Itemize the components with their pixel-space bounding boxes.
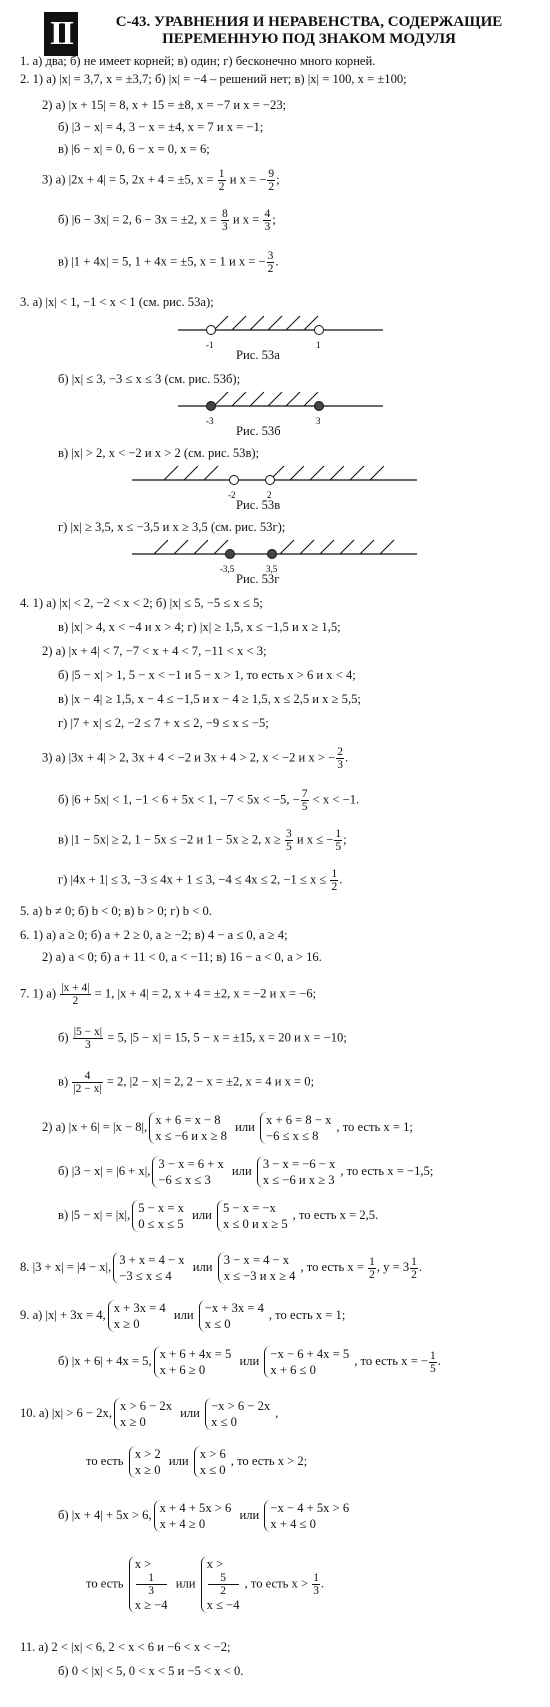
answer-line: г) |7 + x| ≤ 2, −2 ≤ 7 + x ≤ 2, −9 ≤ x ≤ −5;: [58, 716, 269, 730]
text: , то есть x = −: [354, 1353, 428, 1368]
answer-line: [20, 1300, 345, 1332]
answer-line: 8. |3 + x| = |4 − x|, 3 + x = 4 − x −3 ≤ x ≤ 4 или 3 − x = 4 − x x ≤ −3 и x ≥ 4 , то есть x = $\frac{1}{2}$ , y = 3 $\frac{1}{2}$ .: [20, 1253, 423, 1283]
fraction: [221, 208, 229, 233]
denominator: 5: [335, 841, 342, 853]
text: и x ≤ −: [293, 832, 334, 847]
text: и x = −: [226, 172, 267, 187]
text: б) |x + 6| + 4x = 5,: [58, 1353, 152, 1368]
number-line-53d: [132, 536, 422, 576]
tick-label: -3: [206, 416, 214, 426]
fraction: [60, 982, 90, 1007]
numerator: 3: [267, 250, 274, 262]
eq-text: x >: [206, 1557, 224, 1571]
title-code: С-43.: [115, 14, 151, 30]
fraction: [73, 1026, 103, 1051]
text: 3) а) |3x + 4| > 2, 3x + 4 < −2 и 3x + 4 > 2, x < −2 и x > −: [42, 750, 336, 765]
system: [114, 1398, 175, 1430]
eq: −x > 6 − 2x: [211, 1399, 271, 1413]
eq: [207, 1556, 240, 1597]
or-word: или: [175, 1576, 196, 1591]
denominator: 3: [337, 759, 343, 771]
answer-line: 5. а) b ≠ 0; б) b < 0; в) b > 0; г) b < 0.: [20, 904, 212, 918]
numerator: 1: [313, 1572, 319, 1584]
text: 2) а) |x + 6| = |x − 8|,: [42, 1119, 148, 1134]
eq: x + 4 ≤ 0: [270, 1517, 316, 1531]
numerator: 8: [221, 208, 228, 220]
text: в) |1 + 4x| = 5, 1 + 4x = ±5, x = 1 и x = −: [58, 254, 266, 269]
fraction: [267, 168, 275, 193]
answer-line: [58, 1500, 354, 1532]
answer-line: [58, 1156, 433, 1188]
eq: x ≤ 0: [199, 1463, 226, 1477]
fraction: [136, 1572, 167, 1597]
answer-line: 11. а) 2 < |x| < 6, 2 < x < 6 и −6 < x < −2;: [20, 1640, 231, 1654]
system: [264, 1346, 352, 1378]
eq: x + 4 + 5x > 6: [159, 1501, 232, 1515]
tick-label: 1: [316, 340, 321, 350]
eq: x ≤ 0 и x ≥ 5: [223, 1217, 288, 1231]
eq: x > 6: [199, 1447, 226, 1461]
system: [108, 1300, 169, 1332]
answer-line: [58, 1200, 378, 1232]
answer-line: в) |6 − x| = 0, 6 − x = 0, x = 6;: [58, 142, 210, 156]
eq: x ≥ 0: [120, 1415, 146, 1429]
answer-line: б) |5 − x| > 1, 5 − x < −1 и 5 − x > 1, то есть x > 6 и x < 4;: [58, 668, 356, 682]
eq: x + 6 = 8 − x: [266, 1113, 332, 1127]
denominator: 5: [429, 1362, 436, 1375]
numerator: |x + 4|: [61, 982, 90, 994]
system: [217, 1200, 291, 1232]
eq: x ≥ 0: [113, 1317, 140, 1331]
eq: −6 ≤ x ≤ 3: [158, 1173, 211, 1187]
answer-line: [58, 788, 359, 813]
eq: x ≤ 0: [211, 1415, 237, 1429]
system: [194, 1446, 229, 1478]
system: [132, 1200, 187, 1232]
text: г) |4x + 1| ≤ 3, −3 ≤ 4x + 1 ≤ 3, −4 ≤ 4x ≤ 2, −1 ≤ x ≤: [58, 872, 330, 887]
denominator: 3: [264, 221, 271, 233]
eq: −3 ≤ x ≤ 4: [119, 1269, 172, 1283]
fraction: [334, 828, 342, 853]
eq: −x − 6 + 4x = 5: [270, 1347, 350, 1361]
denominator: 3: [148, 1585, 155, 1597]
text: б) |6 − 3x| = 2, 6 − 3x = ±2, x =: [58, 212, 220, 227]
eq: x > 6 − 2x: [120, 1399, 172, 1413]
figure-caption: Рис. 53в: [236, 498, 281, 512]
or-word: или: [239, 1507, 260, 1522]
answer-line: б) |x + 6| + 4x = 5, x + 6 + 4x = 5 x + 6 ≥ 0 или −x − 6 + 4x = 5 x + 6 ≤ 0 , то есть x = − $\frac{1}{5}$ .: [58, 1347, 441, 1377]
tick-label: -3,5: [220, 564, 235, 574]
answer-line: г) |4x + 1| ≤ 3, −3 ≤ 4x + 1 ≤ 3, −4 ≤ 4x ≤ 2, −1 ≤ x ≤ $\frac{1}{2}$ .: [58, 868, 343, 893]
number-line-53a: [178, 312, 388, 352]
fraction: [72, 1070, 102, 1095]
system: [205, 1398, 273, 1430]
answer-line: в) |x| > 4, x < −4 и x > 4; г) |x| ≥ 1,5, x ≤ −1,5 и x ≥ 1,5;: [58, 620, 341, 634]
fraction: [368, 1256, 376, 1281]
answer-line: в) |1 − 5x| ≥ 2, 1 − 5x ≤ −2 и 1 − 5x ≥ 2, x ≥ $\frac{3}{5}$ и x ≤ − $\frac{1}{5}$ ;: [58, 828, 347, 853]
numerator: 1: [331, 868, 338, 880]
text: в): [58, 1074, 72, 1089]
answer-line: [58, 1070, 314, 1095]
eq: x + 6 = x − 8: [155, 1113, 221, 1127]
text: и x =: [229, 212, 263, 227]
answer-line: [20, 982, 316, 1007]
text: < x < −1.: [309, 792, 360, 807]
answer-line: б) |3 − x| = 4, 3 − x = ±4, x = 7 и x = −1;: [58, 120, 264, 134]
answer-line: [86, 1446, 307, 1478]
system: [152, 1156, 226, 1188]
denominator: 2: [218, 181, 225, 193]
system: [154, 1346, 235, 1378]
or-word: или: [168, 1453, 189, 1468]
fraction: [301, 788, 309, 813]
answer-line: то есть x > 1 3 x ≥ −4 или x > 5 2 x ≤ −4 , то есть x > $\frac{1}{3}$ .: [86, 1557, 325, 1612]
denominator: |2 − x|: [73, 1083, 102, 1095]
eq: x > 2: [134, 1447, 161, 1461]
text: , y = 3: [376, 1259, 410, 1274]
eq: x ≤ 0: [204, 1317, 231, 1331]
figure-caption: Рис. 53а: [236, 348, 280, 362]
text: 9. а) |x| + 3x = 4,: [20, 1307, 106, 1322]
answer-line: в) |x − 4| ≥ 1,5, x − 4 ≤ −1,5 и x − 4 ≥ 1,5, x ≤ 2,5 и x ≥ 5,5;: [58, 692, 361, 706]
eq: 3 − x = 6 + x: [158, 1157, 224, 1171]
system: [257, 1156, 339, 1188]
eq: x + 3x = 4: [113, 1301, 166, 1315]
numerator: 1: [369, 1255, 375, 1268]
fraction: [330, 868, 338, 893]
system: [154, 1500, 235, 1532]
numerator: 3: [285, 828, 292, 840]
or-word: или: [235, 1119, 255, 1134]
fraction: [312, 1572, 320, 1597]
eq: −x + 3x = 4: [204, 1301, 264, 1315]
text: , то есть x = 1;: [268, 1307, 346, 1322]
eq: [135, 1556, 168, 1597]
system: [149, 1112, 230, 1144]
eq: x + 4 ≥ 0: [159, 1517, 206, 1531]
text: б) |3 − x| = |6 + x|,: [58, 1163, 151, 1178]
eq: 3 − x = 4 − x: [223, 1253, 290, 1267]
section-badge: II: [44, 12, 78, 56]
eq: x ≤ −6 и x ≥ 3: [262, 1173, 335, 1187]
numerator: 1: [429, 1349, 436, 1362]
fraction: [429, 1350, 437, 1375]
text: б): [58, 1030, 72, 1045]
text: , то есть x > 2;: [230, 1453, 308, 1468]
text: в) |1 − 5x| ≥ 2, 1 − 5x ≤ −2 и 1 − 5x ≥ 2, x ≥: [58, 832, 284, 847]
eq: x ≤ −3 и x ≥ 4: [223, 1269, 296, 1283]
eq: 5 − x = x: [138, 1201, 184, 1215]
numerator: 1: [218, 168, 225, 180]
title-line-1: УРАВНЕНИЯ И НЕРАВЕНСТВА, СОДЕРЖАЩИЕ: [154, 14, 503, 30]
numerator: 4: [72, 1070, 102, 1083]
eq: 0 ≤ x ≤ 5: [138, 1217, 184, 1231]
answer-line: в) |x| > 2, x < −2 и x > 2 (см. рис. 53в);: [58, 446, 260, 460]
text: 3) а) |2x + 4| = 5, 2x + 4 = ±5, x =: [42, 172, 217, 187]
denominator: 2: [220, 1585, 226, 1597]
tick-label: 3: [316, 416, 321, 426]
system: [264, 1500, 352, 1532]
text: = 1, |x + 4| = 2, x + 4 = ±2, x = −2 и x = −6;: [91, 986, 317, 1001]
figure-caption: Рис. 53г: [236, 572, 280, 586]
fraction: [263, 208, 271, 233]
numerator: 9: [268, 168, 275, 180]
title-line-2: ПЕРЕМЕННУЮ ПОД ЗНАКОМ МОДУЛЯ: [162, 31, 456, 47]
or-word: или: [239, 1353, 260, 1368]
numerator: |5 − x|: [73, 1026, 103, 1038]
eq: −x − 4 + 5x > 6: [270, 1501, 350, 1515]
text: 10. а) |x| > 6 − 2x,: [20, 1405, 112, 1420]
eq: 3 + x = 4 − x: [119, 1253, 185, 1267]
eq: x ≤ −4: [206, 1598, 240, 1612]
tick-label: -2: [228, 490, 236, 500]
text: в) |5 − x| = |x|,: [58, 1207, 131, 1222]
text: , то есть x = 2,5.: [292, 1207, 379, 1222]
answer-line: 4. 1) а) |x| < 2, −2 < x < 2; б) |x| ≤ 5, −5 ≤ x ≤ 5;: [20, 596, 263, 610]
numerator: 1: [411, 1255, 417, 1268]
text: то есть: [86, 1453, 124, 1468]
numerator: 7: [301, 788, 308, 800]
answer-line: [42, 1112, 413, 1144]
answer-line: 6. 1) а) a ≥ 0; б) a + 2 ≥ 0, a ≥ −2; в) 4 − a ≤ 0, a ≥ 4;: [20, 928, 288, 942]
fraction: [285, 828, 293, 853]
answer-line: 2. 1) а) |x| = 3,7, x = ±3,7; б) |x| = −4 – решений нет; в) |x| = 100, x = ±100;: [20, 72, 407, 86]
system: [260, 1112, 334, 1144]
denominator: 2: [331, 881, 338, 893]
denominator: 2: [369, 1268, 375, 1281]
text: то есть: [86, 1576, 124, 1591]
or-word: или: [192, 1259, 213, 1274]
fraction: [410, 1256, 418, 1281]
eq: x + 6 ≤ 0: [270, 1363, 316, 1377]
system: [218, 1252, 299, 1284]
answer-line: [58, 1026, 347, 1051]
eq: x ≤ −6 и x ≥ 8: [155, 1129, 227, 1143]
figure-caption: Рис. 53б: [236, 424, 281, 438]
numerator: 1: [136, 1572, 167, 1585]
answer-line: 2) а) a < 0; б) a + 11 < 0, a < −11; в) 16 − a < 0, a > 16.: [42, 950, 322, 964]
denominator: 5: [285, 841, 292, 853]
text: = 5, |5 − x| = 15, 5 − x = ±15, x = 20 и x = −10;: [104, 1030, 347, 1045]
answer-line: 2) а) |x + 4| < 7, −7 < x + 4 < 7, −11 < x < 3;: [42, 644, 267, 658]
answer-line: б) |6 − 3x| = 2, 6 − 3x = ±2, x = $\frac{8}{3}$ и x = $\frac{4}{3}$ ;: [58, 208, 276, 233]
answer-line: 3. а) |x| < 1, −1 < x < 1 (см. рис. 53а);: [20, 295, 214, 309]
answer-line: б) |x| ≤ 3, −3 ≤ x ≤ 3 (см. рис. 53б);: [58, 372, 241, 386]
text: , то есть x =: [300, 1259, 368, 1274]
eq: x ≥ −4: [134, 1598, 168, 1612]
system: [129, 1446, 164, 1478]
text: 7. 1) а): [20, 986, 60, 1001]
fraction: [218, 168, 226, 193]
text: , то есть x = 1;: [336, 1119, 413, 1134]
denominator: 2: [268, 181, 275, 193]
fraction: [336, 746, 344, 771]
fraction: [208, 1572, 239, 1597]
numerator: 2: [337, 746, 343, 758]
system: [113, 1252, 187, 1284]
system: [201, 1556, 243, 1613]
denominator: 3: [221, 221, 228, 233]
number-line-53c: [132, 462, 422, 502]
answer-line: 2) а) |x + 15| = 8, x + 15 = ±8, x = −7 и x = −23;: [42, 98, 287, 112]
denominator: 2: [267, 263, 274, 275]
or-word: или: [231, 1163, 252, 1178]
denominator: 2: [72, 995, 79, 1007]
eq: x + 6 + 4x = 5: [159, 1347, 232, 1361]
eq-text: x >: [134, 1557, 152, 1571]
number-line-53b: [178, 388, 388, 428]
or-word: или: [180, 1405, 200, 1420]
system: [129, 1556, 171, 1613]
eq: x + 6 ≥ 0: [159, 1363, 206, 1377]
page-title: [84, 14, 534, 48]
denominator: 2: [411, 1268, 417, 1281]
text: б) |x + 4| + 5x > 6,: [58, 1507, 152, 1522]
numerator: 5: [208, 1572, 239, 1585]
text: , то есть x = −1,5;: [340, 1163, 434, 1178]
text: 8. |3 + x| = |4 − x|,: [20, 1259, 112, 1274]
answer-line: г) |x| ≥ 3,5, x ≤ −3,5 и x ≥ 3,5 (см. рис. 53г);: [58, 520, 286, 534]
answer-line: 3) а) |2x + 4| = 5, 2x + 4 = ±5, x = $\frac{1}{2}$ и x = − $\frac{9}{2}$ ;: [42, 168, 280, 193]
tick-label: 2: [267, 490, 272, 500]
denominator: 3: [313, 1585, 319, 1597]
system: [199, 1300, 267, 1332]
or-word: или: [173, 1307, 194, 1322]
answer-line: 1. а) два; б) не имеет корней; в) один; г) бесконечно много корней.: [20, 54, 376, 68]
numerator: 1: [335, 828, 342, 840]
answer-line: 3) а) |3x + 4| > 2, 3x + 4 < −2 и 3x + 4 > 2, x < −2 и x > − $\frac{2}{3}$ .: [42, 746, 349, 771]
eq: 5 − x = −x: [223, 1201, 276, 1215]
eq: 3 − x = −6 − x: [262, 1157, 336, 1171]
denominator: 3: [85, 1039, 91, 1051]
tick-label: 3,5: [266, 564, 278, 574]
text: б) |6 + 5x| < 1, −1 < 6 + 5x < 1, −7 < 5x < −5, −: [58, 792, 300, 807]
denominator: 5: [301, 801, 308, 813]
tick-label: -1: [206, 340, 214, 350]
text: , то есть x >: [244, 1576, 312, 1591]
answer-line: 10. а) |x| > 6 − 2x, x > 6 − 2x x ≥ 0 или −x > 6 − 2x x ≤ 0 ,: [20, 1399, 279, 1429]
fraction: [267, 250, 275, 275]
text: = 2, |2 − x| = 2, 2 − x = ±2, x = 4 и x = 0;: [103, 1074, 315, 1089]
numerator: 4: [264, 208, 271, 220]
answer-line: б) 0 < |x| < 5, 0 < x < 5 и −5 < x < 0.: [58, 1664, 244, 1678]
eq: −6 ≤ x ≤ 8: [266, 1129, 319, 1143]
answer-line: в) |1 + 4x| = 5, 1 + 4x = ±5, x = 1 и x = − $\frac{3}{2}$ .: [58, 250, 279, 275]
eq: x ≥ 0: [134, 1463, 161, 1477]
or-word: или: [192, 1207, 212, 1222]
